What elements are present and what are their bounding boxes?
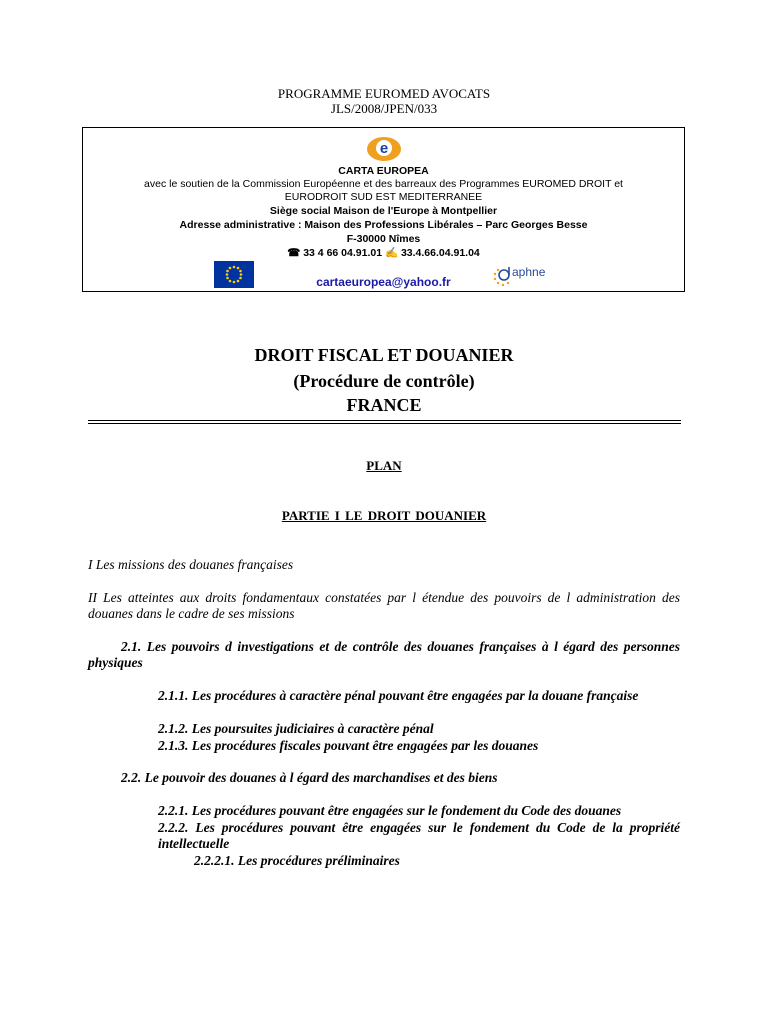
email-row [82, 276, 685, 289]
daphne-text: aphne [512, 265, 546, 279]
toc-item-2: II Les atteintes aux droits fondamentaux constatées par l étendue des pouvoirs de l administration des douanes dans le cadre de ses missions [88, 590, 680, 621]
adresse-administrative: Adresse administrative : Maison des Professions Libérales – Parc Georges Besse [179, 219, 588, 231]
toc-item-2-1-1 [158, 688, 680, 704]
plan-heading: PLAN [366, 458, 402, 473]
programme-title: PROGRAMME EUROMED AVOCATS [277, 86, 491, 101]
toc-item-2-1-1-label: 2.1.1. Les procédures à caractère pénal pouvant être engagées par la douane française [158, 688, 639, 703]
toc-item-2-1-2: 2.1.2. Les poursuites judiciaires à caractère pénal [158, 721, 434, 736]
doc-country: FRANCE [346, 395, 422, 415]
carta-europea-e-logo [364, 135, 404, 162]
daphne-logo [492, 262, 554, 288]
toc-item-1: I Les missions des douanes françaises [88, 557, 294, 572]
toc-item-2-2: 2.2. Le pouvoir des douanes à l égard des marchandises et des biens [121, 770, 498, 785]
toc-item-2-1: 2.1. Les pouvoirs d investigations et de contrôle des douanes françaises à l égard des personnes physiques [88, 639, 680, 670]
org-name: CARTA EUROPEA [338, 165, 429, 177]
email-link[interactable]: cartaeuropea@yahoo.fr [316, 275, 451, 289]
title-rule-top [88, 420, 681, 421]
toc-item-2-2-1: 2.2.1. Les procédures pouvant être engagées sur le fondement du Code des douanes [158, 803, 622, 818]
siege-social: Siège social Maison de l'Europe à Montpellier [269, 205, 498, 217]
programme-reference: JLS/2008/JPEN/033 [330, 101, 438, 116]
support-line-1: avec le soutien de la Commission Européenne et des barreaux des Programmes EUROMED DROIT et [144, 178, 623, 190]
partie-heading: PARTIE I LE DROIT DOUANIER [281, 508, 487, 523]
support-line-2: EURODROIT SUD EST MEDITERRANEE [284, 191, 483, 203]
svg-text:e: e [379, 140, 389, 157]
toc-item-2-2-2-1: 2.2.2.1. Les procédures préliminaires [194, 853, 400, 868]
doc-title: DROIT FISCAL ET DOUANIER [254, 345, 514, 365]
title-rule-bottom [88, 423, 681, 424]
toc-item-2-1-3: 2.1.3. Les procédures fiscales pouvant être engagées par les douanes [158, 738, 539, 753]
doc-subtitle: (Procédure de contrôle) [293, 371, 475, 391]
toc-item-2-2-2 [158, 820, 680, 852]
toc-item-2-2-2-label: 2.2.2. Les procédures pouvant être engagées sur le fondement du Code de la propriété intellectuelle [158, 820, 680, 851]
phone-fax: ☎ 33 4 66 04.91.01 ✍ 33.4.66.04.91.04 [287, 247, 480, 259]
ville: F-30000 Nîmes [346, 233, 421, 245]
